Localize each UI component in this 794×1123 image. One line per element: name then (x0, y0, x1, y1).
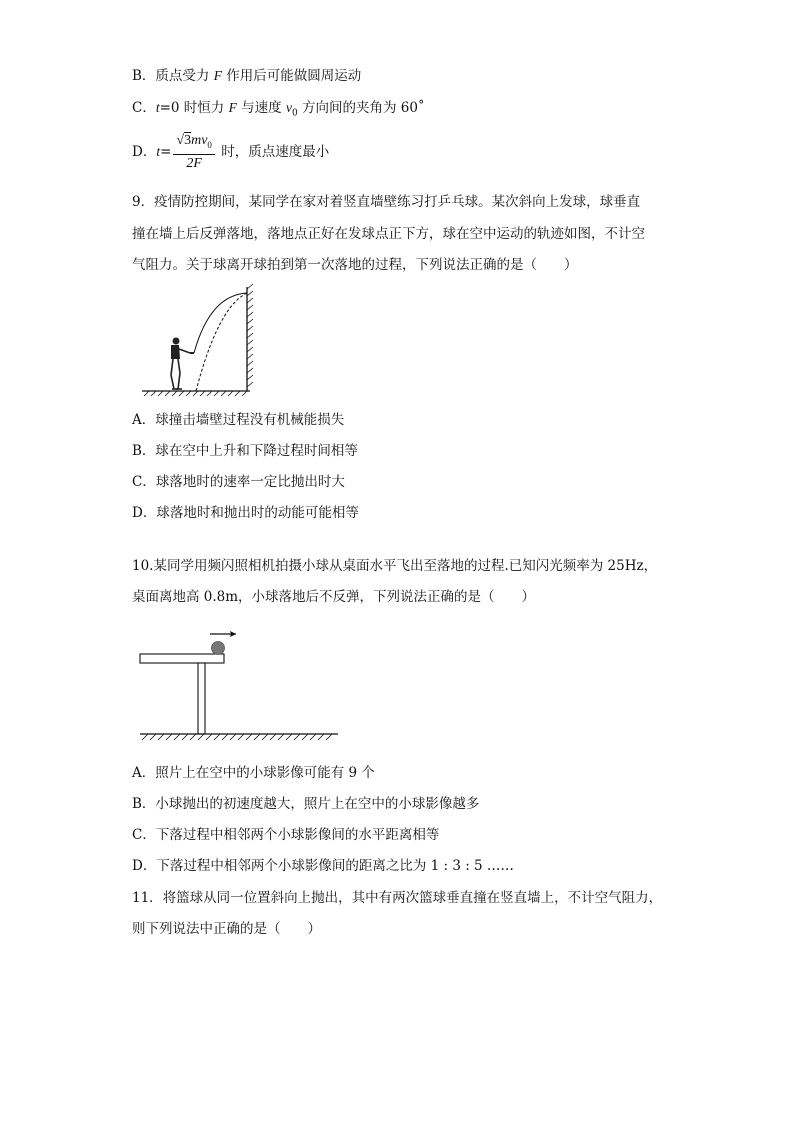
q10-stem-line-1: 10.某同学用频闪照相机拍摄小球从桌面水平飞出至落地的过程.已知闪光频率为 25Hz， (132, 558, 658, 574)
q10-option-a: A．照片上在空中的小球影像可能有 9 个 (132, 765, 375, 781)
rebound-trajectory (196, 293, 247, 391)
q11-stem-line-2: 则下列说法中正确的是（ ） (132, 921, 321, 937)
q8-option-b-suffix: 作用后可能做圆周运动 (221, 68, 362, 84)
q9-option-c: C．球落地时的速率一定比抛出时大 (132, 474, 345, 490)
q8-option-c-v-sub: 0 (291, 108, 298, 119)
q11-stem-line-1: 11．将篮球从同一位置斜向上抛出，其中有两次篮球垂直撞在竖直墙上，不计空气阻力， (132, 890, 663, 906)
table-leg (198, 663, 205, 734)
q10-table-ball-figure (138, 622, 343, 747)
sqrt-symbol: √ (176, 133, 185, 149)
q10-option-d: D．下落过程中相邻两个小球影像间的距离之比为 1 : 3 : 5 …… (132, 858, 514, 874)
q8-option-d-eq: = (160, 144, 172, 160)
q8-option-b-force: F (213, 68, 222, 83)
ground-hatching (144, 391, 247, 396)
q9-option-d: D．球落地时和抛出时的动能可能相等 (132, 505, 359, 521)
q9-option-b: B．球在空中上升和下降过程时间相等 (132, 443, 358, 459)
q10-stem-line-2: 桌面离地高 0.8m，小球落地后不反弹，下列说法正确的是（ ） (132, 589, 536, 605)
ground-hatching (142, 734, 332, 740)
q8-option-b-prefix: B．质点受力 (132, 68, 214, 84)
q8-option-d (132, 132, 329, 173)
q8-option-c-force: F (228, 100, 237, 115)
fraction-numerator (173, 132, 215, 155)
q8-option-b (132, 66, 361, 86)
q9-wall-ball-figure (138, 283, 258, 398)
q8-option-c-v: v (285, 100, 292, 115)
sqrt-radicand: 3 (184, 133, 192, 149)
q8-option-d-t: t (156, 144, 161, 159)
table-top (140, 654, 224, 663)
q8-option-c-mid: 与速度 (236, 100, 286, 116)
q9-stem-line-1: 9．疫情防控期间，某同学在家对着竖直墙壁练习打乒乓球。某次斜向上发球，球垂直 (132, 194, 641, 210)
q8-option-d-prefix: D． (132, 144, 157, 160)
q9-stem-line-3: 气阻力。关于球离开球拍到第一次落地的过程，下列说法正确的是（ ） (132, 257, 578, 273)
q10-option-b: B．小球抛出的初速度越大，照片上在空中的小球影像越多 (132, 796, 480, 812)
q8-option-d-suffix: 时，质点速度最小 (216, 144, 330, 160)
q10-option-c: C．下落过程中相邻两个小球影像间的水平距离相等 (132, 827, 440, 843)
player-figure (171, 338, 194, 390)
q8-option-c-suffix: 方向间的夹角为 60˚ (297, 100, 425, 116)
q8-option-c-t: t (155, 100, 160, 115)
wall-hatching (247, 284, 253, 387)
q8-option-c (132, 98, 425, 124)
q8-option-c-prefix: C． (132, 100, 156, 116)
q8-option-d-fraction (173, 132, 215, 173)
q9-stem-line-2: 撞在墙上后反弹落地，落地点正好在发球点正下方，球在空中运动的轨迹如图，不计空 (132, 226, 645, 242)
q9-option-a: A．球撞击墙壁过程没有机械能损失 (132, 412, 345, 428)
ball (212, 642, 225, 655)
numerator-rest: mv (191, 133, 208, 149)
numerator-sub: 0 (207, 139, 212, 150)
fraction-denominator: 2F (186, 155, 202, 171)
q8-option-c-eq: =0 时恒力 (159, 100, 229, 116)
